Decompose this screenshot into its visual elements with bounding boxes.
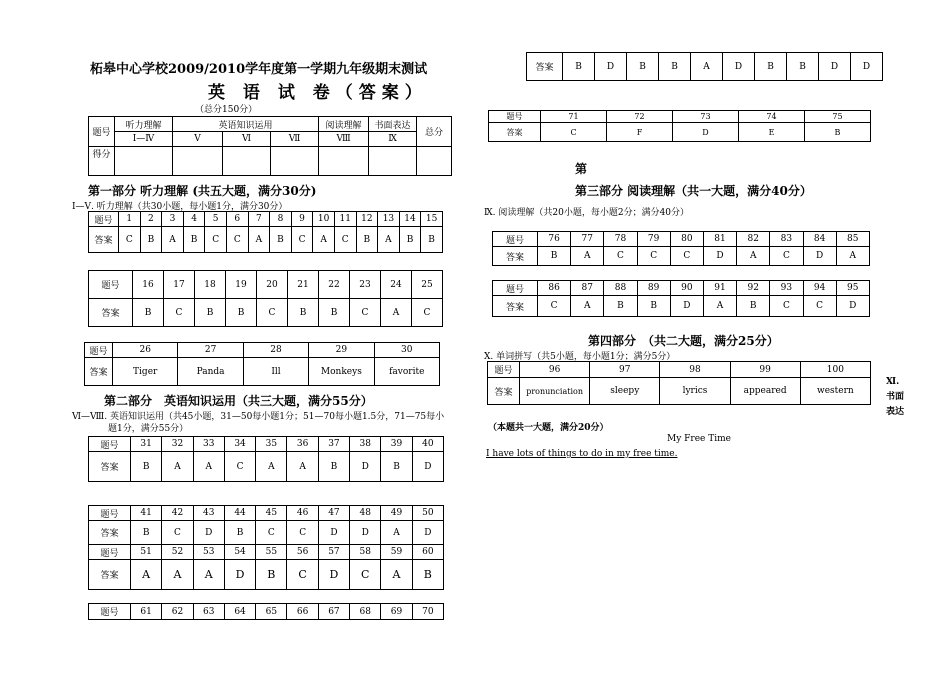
answer-cell: C: [538, 296, 571, 317]
qno-cell: 21: [288, 271, 319, 299]
row-label-qno: 题号: [89, 545, 131, 560]
qno-cell: 75: [805, 111, 871, 123]
qno-cell: 100: [800, 362, 870, 378]
qno-cell: 94: [803, 281, 836, 296]
answer-cell: Panda: [178, 358, 243, 386]
answer-cell: B: [140, 227, 162, 253]
answer-cell: B: [133, 299, 164, 327]
qno-cell: 7: [248, 212, 270, 227]
qno-cell: 85: [836, 232, 869, 247]
writing-note: （本题共一大题，满分20分）: [488, 423, 609, 433]
answer-cell: D: [595, 53, 627, 81]
answer-cell: B: [805, 123, 871, 142]
qno-cell: 46: [287, 506, 318, 521]
qno-cell: 55: [256, 545, 287, 560]
answer-cell: B: [637, 296, 670, 317]
answer-cell: appeared: [730, 378, 800, 405]
qno-cell: 3: [162, 212, 184, 227]
qno-cell: 58: [350, 545, 381, 560]
score-sub: Ⅰ—Ⅳ: [115, 132, 173, 147]
answer-cell: C: [256, 521, 287, 545]
answer-cell: A: [836, 247, 869, 266]
qno-cell: 99: [730, 362, 800, 378]
answer-cell: D: [318, 560, 349, 590]
answer-cell: A: [378, 227, 400, 253]
row-label-answer: 答案: [493, 296, 538, 317]
row-label-qno: 题号: [89, 212, 119, 227]
qno-cell: 82: [737, 232, 770, 247]
qno-cell: 52: [162, 545, 193, 560]
qno-cell: 93: [770, 281, 803, 296]
answer-cell: D: [703, 247, 736, 266]
qno-cell: 88: [604, 281, 637, 296]
answer-cell: C: [287, 560, 318, 590]
answer-cell: lyrics: [660, 378, 730, 405]
part4-heading: 第四部分 （共二大题，满分25分）: [588, 334, 779, 348]
row-label-answer: 答案: [85, 358, 113, 386]
answer-cell: A: [381, 299, 412, 327]
answer-cell: A: [737, 247, 770, 266]
side-label-line: Ⅺ.: [886, 377, 900, 387]
qno-cell: 26: [113, 343, 178, 358]
answer-cell: A: [193, 452, 224, 482]
answer-cell: C: [412, 299, 443, 327]
row-label-qno: 题号: [488, 362, 520, 378]
qno-cell: 49: [381, 506, 412, 521]
answer-table-86-95: [492, 280, 870, 317]
qno-cell: 13: [378, 212, 400, 227]
qno-cell: 5: [205, 212, 227, 227]
answer-cell: C: [803, 296, 836, 317]
qno-cell: 83: [770, 232, 803, 247]
answer-table-16-25: [88, 270, 443, 327]
answer-cell: B: [256, 560, 287, 590]
qno-cell: 31: [131, 437, 162, 452]
answer-cell: C: [205, 227, 227, 253]
score-row-label: 得分: [89, 147, 115, 176]
qno-cell: 51: [131, 545, 162, 560]
qno-cell: 79: [637, 232, 670, 247]
answer-cell: A: [691, 53, 723, 81]
qno-cell: 44: [224, 506, 255, 521]
answer-cell: Monkeys: [309, 358, 374, 386]
answer-cell: sleepy: [590, 378, 660, 405]
qno-cell: 95: [836, 281, 869, 296]
qno-cell: 90: [670, 281, 703, 296]
answer-cell: Tiger: [113, 358, 178, 386]
answer-cell: A: [256, 452, 287, 482]
answer-cell: D: [193, 521, 224, 545]
qno-cell: 22: [319, 271, 350, 299]
qno-cell: 34: [224, 437, 255, 452]
answer-cell: western: [800, 378, 870, 405]
answer-cell: C: [257, 299, 288, 327]
score-cell[interactable]: [417, 147, 452, 176]
answer-cell: C: [162, 521, 193, 545]
answer-table-26-30: [84, 342, 440, 386]
exam-title: 英 语 试 卷（答案）: [208, 83, 428, 103]
qno-cell: 77: [571, 232, 604, 247]
qno-cell: 30: [374, 343, 439, 358]
part2-note-line1: Ⅵ—Ⅷ. 英语知识运用（共45小题，31—50每小题1分；51—70每小题1.5分，71—75每小: [72, 412, 445, 422]
qno-cell: 54: [224, 545, 255, 560]
score-head-reading: 阅读理解: [319, 117, 369, 132]
answer-cell: C: [164, 299, 195, 327]
answer-cell: A: [131, 560, 162, 590]
answer-cell: D: [673, 123, 739, 142]
score-sub: Ⅵ: [223, 132, 271, 147]
qno-cell: 37: [318, 437, 349, 452]
row-label-qno: 题号: [493, 232, 538, 247]
answer-cell: D: [851, 53, 883, 81]
qno-cell: 12: [356, 212, 378, 227]
answer-cell: D: [350, 521, 381, 545]
score-cell[interactable]: [271, 147, 319, 176]
part1-note: Ⅰ—Ⅴ. 听力理解（共30小题，每小题1分，满分30分）: [72, 202, 288, 212]
score-sub: Ⅸ: [369, 132, 417, 147]
qno-cell: 42: [162, 506, 193, 521]
qno-cell: 69: [381, 604, 412, 620]
row-label-answer: 答案: [527, 53, 563, 81]
qno-cell: 81: [703, 232, 736, 247]
answer-cell: D: [723, 53, 755, 81]
answer-cell: C: [291, 227, 313, 253]
qno-cell: 43: [193, 506, 224, 521]
row-label-qno: 题号: [89, 271, 133, 299]
answer-cell: A: [193, 560, 224, 590]
row-label-answer: 答案: [488, 378, 520, 405]
answer-cell: A: [162, 227, 184, 253]
answer-cell: B: [226, 299, 257, 327]
answer-cell: B: [270, 227, 292, 253]
answer-cell: C: [670, 247, 703, 266]
part3-note: Ⅸ. 阅读理解（共20小题，每小题2分；满分40分）: [484, 208, 690, 218]
qno-cell: 53: [193, 545, 224, 560]
score-sub: Ⅴ: [173, 132, 223, 147]
answer-cell: F: [607, 123, 673, 142]
part1-heading: 第一部分 听力理解 (共五大题，满分30分): [88, 184, 317, 198]
qno-cell: 16: [133, 271, 164, 299]
qno-cell: 60: [412, 545, 443, 560]
row-label-answer: 答案: [493, 247, 538, 266]
qno-cell: 29: [309, 343, 374, 358]
qno-cell: 11: [334, 212, 356, 227]
score-head-writing: 书面表达: [369, 117, 417, 132]
score-head-listening: 听力理解: [115, 117, 173, 132]
total-score: （总分150分）: [195, 105, 258, 115]
answer-cell: E: [739, 123, 805, 142]
qno-cell: 25: [412, 271, 443, 299]
score-sub: Ⅶ: [271, 132, 319, 147]
row-label-qno: 题号: [89, 604, 131, 620]
qno-cell: 62: [162, 604, 193, 620]
answer-cell: B: [224, 521, 255, 545]
score-head-total: 总分: [417, 117, 452, 147]
essay-first-line: I have lots of things to do in my free time.: [486, 449, 678, 459]
answer-table-41-50: [88, 505, 444, 545]
answer-cell: B: [319, 299, 350, 327]
answer-cell: D: [412, 452, 443, 482]
qno-cell: 68: [350, 604, 381, 620]
answer-cell: A: [162, 452, 193, 482]
qno-cell: 84: [803, 232, 836, 247]
qno-cell: 18: [195, 271, 226, 299]
score-sub: Ⅷ: [319, 132, 369, 147]
score-cell[interactable]: [115, 147, 173, 176]
answer-cell: B: [787, 53, 819, 81]
qno-cell: 96: [520, 362, 590, 378]
row-label-answer: 答案: [489, 123, 541, 142]
answer-table-31-40: [88, 436, 444, 482]
part2-note-line2: 题1分，满分55分）: [108, 424, 189, 434]
answer-cell: C: [119, 227, 141, 253]
answer-cell: C: [287, 521, 318, 545]
answer-cell: B: [659, 53, 691, 81]
answer-cell: C: [350, 560, 381, 590]
answer-cell: A: [313, 227, 335, 253]
answer-cell: C: [224, 452, 255, 482]
answer-cell: B: [318, 452, 349, 482]
qno-cell: 40: [412, 437, 443, 452]
side-label-line: 书面: [886, 392, 905, 402]
answer-cell: Ill: [243, 358, 308, 386]
row-label-qno: 题号: [493, 281, 538, 296]
score-head-knowledge: 英语知识运用: [173, 117, 319, 132]
qno-cell: 76: [538, 232, 571, 247]
row-label-answer: 答案: [89, 560, 131, 590]
answer-cell: B: [381, 452, 412, 482]
answer-cell: C: [770, 296, 803, 317]
answer-cell: B: [288, 299, 319, 327]
score-table: [88, 116, 452, 176]
qno-cell: 67: [318, 604, 349, 620]
qno-cell: 98: [660, 362, 730, 378]
qno-cell: 27: [178, 343, 243, 358]
qno-cell: 61: [131, 604, 162, 620]
answer-cell: C: [604, 247, 637, 266]
qno-cell: 80: [670, 232, 703, 247]
qno-cell: 28: [243, 343, 308, 358]
answer-cell: B: [627, 53, 659, 81]
answer-cell: pronunciation: [520, 378, 590, 405]
answer-cell: D: [318, 521, 349, 545]
qno-cell: 57: [318, 545, 349, 560]
answer-cell: D: [412, 521, 443, 545]
answer-cell: A: [381, 560, 412, 590]
answer-cell: B: [755, 53, 787, 81]
answer-table-76-85: [492, 231, 870, 266]
answer-cell: D: [224, 560, 255, 590]
side-label-line: 表达: [886, 407, 905, 417]
answer-cell: A: [381, 521, 412, 545]
answer-cell: C: [350, 299, 381, 327]
qno-cell: 2: [140, 212, 162, 227]
answer-cell: B: [604, 296, 637, 317]
row-label-qno: 题号: [89, 437, 131, 452]
score-cell[interactable]: [319, 147, 369, 176]
answer-cell: B: [737, 296, 770, 317]
part3-heading: 第三部分 阅读理解（共一大题，满分40分）: [575, 184, 812, 198]
qno-cell: 10: [313, 212, 335, 227]
row-label-answer: 答案: [89, 227, 119, 253]
answer-cell: C: [334, 227, 356, 253]
row-label-qno: 题号: [489, 111, 541, 123]
answer-cell: A: [287, 452, 318, 482]
qno-cell: 39: [381, 437, 412, 452]
answer-cell: B: [131, 452, 162, 482]
qno-cell: 32: [162, 437, 193, 452]
answer-cell: C: [226, 227, 248, 253]
answer-cell: B: [195, 299, 226, 327]
answer-cell: D: [819, 53, 851, 81]
score-cell[interactable]: [223, 147, 271, 176]
answer-cell: B: [356, 227, 378, 253]
qno-cell: 73: [673, 111, 739, 123]
qno-cell: 66: [287, 604, 318, 620]
answer-table-96-100: [487, 361, 871, 405]
qno-cell: 72: [607, 111, 673, 123]
qno-cell: 91: [703, 281, 736, 296]
qno-cell: 47: [318, 506, 349, 521]
answer-cell: B: [399, 227, 421, 253]
answer-cell: A: [571, 247, 604, 266]
qno-cell: 71: [541, 111, 607, 123]
answer-cell: B: [421, 227, 443, 253]
writing-side-label: [886, 375, 904, 420]
qno-cell: 45: [256, 506, 287, 521]
row-label-qno: 题号: [89, 506, 131, 521]
qno-cell: 41: [131, 506, 162, 521]
stray-char: 第: [575, 162, 588, 176]
qno-cell: 89: [637, 281, 670, 296]
qno-cell: 78: [604, 232, 637, 247]
row-label-answer: 答案: [89, 521, 131, 545]
school-title: 柘皋中心学校2009/2010学年度第一学期九年级期末测试: [90, 62, 428, 77]
qno-cell: 1: [119, 212, 141, 227]
qno-cell: 15: [421, 212, 443, 227]
answer-cell: A: [703, 296, 736, 317]
qno-cell: 20: [257, 271, 288, 299]
answer-cell: C: [770, 247, 803, 266]
qno-cell: 38: [350, 437, 381, 452]
qno-cell: 97: [590, 362, 660, 378]
answer-cell: C: [637, 247, 670, 266]
qno-cell: 50: [412, 506, 443, 521]
qno-cell: 63: [193, 604, 224, 620]
answer-cell: B: [131, 521, 162, 545]
qno-cell: 9: [291, 212, 313, 227]
qno-cell: 36: [287, 437, 318, 452]
qno-cell: 59: [381, 545, 412, 560]
qno-cell: 56: [287, 545, 318, 560]
qno-cell: 24: [381, 271, 412, 299]
answer-table-61-70: [88, 603, 444, 620]
answer-cell: A: [248, 227, 270, 253]
answer-cell: A: [162, 560, 193, 590]
score-cell[interactable]: [369, 147, 417, 176]
answer-table-1-15: [88, 211, 443, 253]
row-label-qno: 题号: [85, 343, 113, 358]
qno-cell: 14: [399, 212, 421, 227]
qno-cell: 48: [350, 506, 381, 521]
answer-cell: C: [541, 123, 607, 142]
qno-cell: 92: [737, 281, 770, 296]
qno-cell: 33: [193, 437, 224, 452]
score-head-qno: 题号: [89, 117, 115, 147]
answer-cell: favorite: [374, 358, 439, 386]
essay-title: My Free Time: [667, 434, 731, 444]
qno-cell: 8: [270, 212, 292, 227]
answer-cell: B: [412, 560, 443, 590]
qno-cell: 86: [538, 281, 571, 296]
score-cell[interactable]: [173, 147, 223, 176]
qno-cell: 74: [739, 111, 805, 123]
answer-cell: B: [183, 227, 205, 253]
part4-note: Ⅹ. 单词拼写（共5小题，每小题1分；满分5分）: [484, 352, 676, 362]
row-label-answer: 答案: [89, 452, 131, 482]
answer-table-71-75: [488, 110, 871, 142]
answer-cell: B: [538, 247, 571, 266]
qno-cell: 65: [256, 604, 287, 620]
answer-cell: D: [350, 452, 381, 482]
qno-cell: 19: [226, 271, 257, 299]
answer-cell: A: [571, 296, 604, 317]
qno-cell: 17: [164, 271, 195, 299]
answer-cell: D: [670, 296, 703, 317]
qno-cell: 6: [226, 212, 248, 227]
row-label-answer: 答案: [89, 299, 133, 327]
answer-cell: B: [563, 53, 595, 81]
part2-heading: 第二部分 英语知识运用（共三大题，满分55分）: [104, 394, 373, 408]
qno-cell: 64: [224, 604, 255, 620]
answer-cell: D: [836, 296, 869, 317]
qno-cell: 4: [183, 212, 205, 227]
qno-cell: 70: [412, 604, 443, 620]
qno-cell: 23: [350, 271, 381, 299]
qno-cell: 87: [571, 281, 604, 296]
answer-cell: D: [803, 247, 836, 266]
answer-table-61-70-continued: [526, 52, 883, 81]
answer-table-51-60: [88, 544, 444, 590]
qno-cell: 35: [256, 437, 287, 452]
